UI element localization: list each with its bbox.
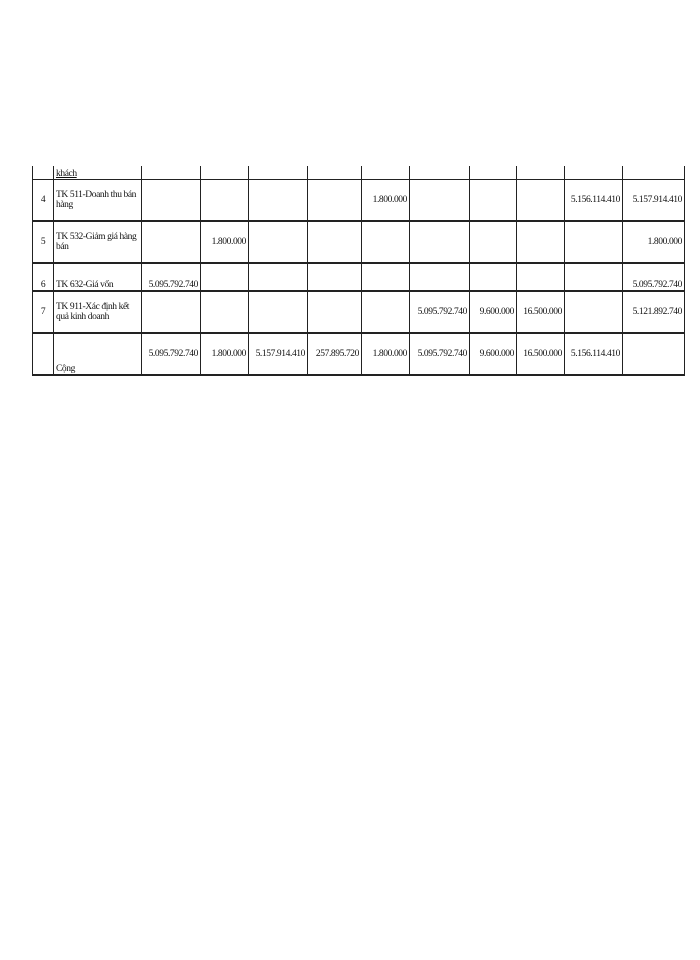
amount-cell xyxy=(517,180,565,222)
amount-cell xyxy=(565,291,623,333)
amount-cell xyxy=(249,166,308,180)
amount-cell: 257.895.720 xyxy=(308,333,362,375)
table-row xyxy=(33,291,685,333)
amount-cell: 1.800.000 xyxy=(362,180,410,222)
amount-cell xyxy=(249,180,308,222)
account-name: TK 532-Giảm giá hàng bán xyxy=(54,221,142,263)
amount-cell: 16.500.000 xyxy=(517,333,565,375)
amount-cell: 5.157.914.410 xyxy=(623,180,685,222)
table-row xyxy=(33,180,685,222)
amount-cell: 5.095.792.740 xyxy=(142,333,201,375)
amount-cell: 5.095.792.740 xyxy=(410,333,470,375)
account-name: TK 911-Xác định kết quả kinh doanh xyxy=(54,291,142,333)
table-row xyxy=(33,263,685,291)
amount-cell xyxy=(517,221,565,263)
amount-cell: 5.095.792.740 xyxy=(410,291,470,333)
amount-cell xyxy=(308,166,362,180)
amount-cell xyxy=(623,166,685,180)
amount-cell: 5.157.914.410 xyxy=(249,333,308,375)
amount-cell xyxy=(470,166,517,180)
amount-cell xyxy=(249,221,308,263)
amount-cell xyxy=(249,263,308,291)
row-number: 6 xyxy=(33,263,54,291)
amount-cell: 5.156.114.410 xyxy=(565,333,623,375)
amount-cell xyxy=(410,221,470,263)
row-number: 5 xyxy=(33,221,54,263)
row-number xyxy=(33,166,54,180)
amount-cell: 5.156.114.410 xyxy=(565,180,623,222)
row-number: 7 xyxy=(33,291,54,333)
amount-cell: 9.600.000 xyxy=(470,333,517,375)
amount-cell: 1.800.000 xyxy=(623,221,685,263)
amount-cell xyxy=(470,180,517,222)
amount-cell xyxy=(362,221,410,263)
amount-cell xyxy=(201,166,249,180)
amount-cell xyxy=(470,221,517,263)
amount-cell: 9.600.000 xyxy=(470,291,517,333)
account-name: khách xyxy=(54,166,142,180)
amount-cell xyxy=(565,263,623,291)
amount-cell xyxy=(201,180,249,222)
amount-cell xyxy=(249,291,308,333)
amount-cell xyxy=(470,263,517,291)
account-name: TK 511-Doanh thu bán hàng xyxy=(54,180,142,222)
account-name: TK 632-Giá vốn xyxy=(54,263,142,291)
amount-cell xyxy=(142,180,201,222)
amount-cell xyxy=(410,166,470,180)
amount-cell xyxy=(308,291,362,333)
amount-cell xyxy=(201,263,249,291)
amount-cell: 5.095.792.740 xyxy=(623,263,685,291)
amount-cell xyxy=(142,166,201,180)
amount-cell xyxy=(410,180,470,222)
ledger-body xyxy=(33,166,685,375)
amount-cell xyxy=(308,180,362,222)
amount-cell xyxy=(565,221,623,263)
amount-cell: 5.121.892.740 xyxy=(623,291,685,333)
amount-cell xyxy=(362,263,410,291)
amount-cell xyxy=(362,166,410,180)
amount-cell: 1.800.000 xyxy=(362,333,410,375)
amount-cell xyxy=(410,263,470,291)
amount-cell xyxy=(201,291,249,333)
amount-cell xyxy=(623,333,685,375)
amount-cell: 1.800.000 xyxy=(201,333,249,375)
amount-cell xyxy=(142,221,201,263)
amount-cell xyxy=(362,291,410,333)
amount-cell: 1.800.000 xyxy=(201,221,249,263)
amount-cell xyxy=(308,221,362,263)
row-number xyxy=(33,333,54,375)
amount-cell xyxy=(517,263,565,291)
amount-cell xyxy=(517,166,565,180)
total-label: Cộng xyxy=(54,333,142,375)
row-number: 4 xyxy=(33,180,54,222)
amount-cell xyxy=(142,291,201,333)
table-row xyxy=(33,166,685,180)
amount-cell: 16.500.000 xyxy=(517,291,565,333)
amount-cell xyxy=(308,263,362,291)
amount-cell xyxy=(565,166,623,180)
ledger-table xyxy=(32,166,685,376)
amount-cell: 5.095.792.740 xyxy=(142,263,201,291)
total-row xyxy=(33,333,685,375)
table-row xyxy=(33,221,685,263)
